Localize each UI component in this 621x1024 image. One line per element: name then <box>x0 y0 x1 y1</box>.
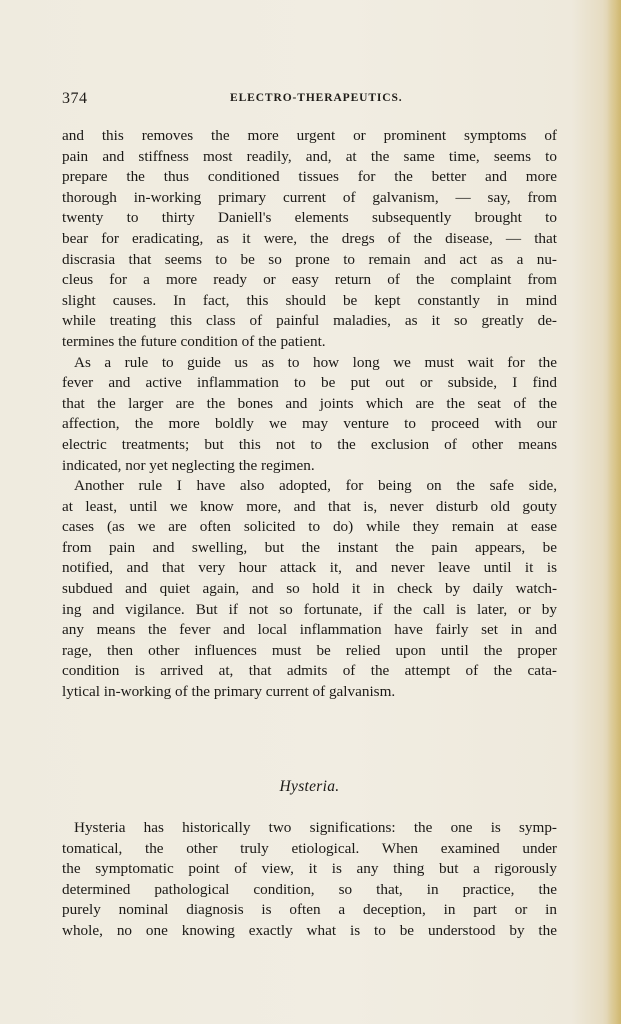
text-line: prepare the thus conditioned tissues for the better and more <box>62 168 557 186</box>
page-edge-shading <box>607 0 621 1024</box>
text-line: at least, until we know more, and that is, never disturb old gouty <box>62 497 557 515</box>
paragraph-1 <box>62 126 557 703</box>
text-line: that the larger are the bones and joints which are the seat of the <box>62 394 557 412</box>
text-line: cases (as we are often solicited to do) while they remain at ease <box>62 518 557 536</box>
text-line: cleus for a more ready or easy return of the complaint from <box>62 271 557 289</box>
text-line: from pain and swelling, but the instant the pain appears, be <box>62 538 557 556</box>
text-line: slight causes. In fact, this should be kept constantly in mind <box>62 291 557 309</box>
text-line: affection, the more boldly we may venture to proceed with our <box>62 415 557 433</box>
text-line: the symptomatic point of view, it is any thing but a rigorously <box>62 860 557 878</box>
text-line: electric treatments; but this not to the exclusion of other means <box>62 435 557 453</box>
text-line: notified, and that very hour attack it, and never leave until it is <box>62 559 557 577</box>
text-line: condition is arrived at, that admits of the attempt of the cata- <box>62 662 557 680</box>
text-line: pain and stiffness most readily, and, at the same time, seems to <box>62 147 557 165</box>
text-line: lytical in-working of the primary current of galvanism. <box>62 683 396 701</box>
text-line: ing and vigilance. But if not so fortunate, if the call is later, or by <box>62 600 557 618</box>
text-line: determined pathological condition, so that, in practice, the <box>62 880 557 898</box>
text-line: Another rule I have also adopted, for being on the safe side, <box>74 477 557 495</box>
section-heading: Hysteria. <box>279 778 340 795</box>
text-line: any means the fever and local inflammation have fairly set in and <box>62 621 557 639</box>
text-line: twenty to thirty Daniell's elements subsequently brought to <box>62 209 557 227</box>
running-head: ELECTRO-THERAPEUTICS. <box>230 92 403 104</box>
text-line: thorough in-working primary current of galvanism, — say, from <box>62 188 557 206</box>
text-line: rage, then other influences must be relied upon until the proper <box>62 641 557 659</box>
text-line: whole, no one knowing exactly what is to be understood by the <box>62 921 557 939</box>
text-line: discrasia that seems to be so prone to remain and act as a nu- <box>62 250 557 268</box>
text-line: tomatical, the other truly etiological. When examined under <box>62 839 557 857</box>
text-line: and this removes the more urgent or prominent symptoms of <box>62 127 557 144</box>
text-line: indicated, nor yet neglecting the regimen. <box>62 456 315 474</box>
text-line: As a rule to guide us as to how long we must wait for the <box>74 353 557 371</box>
text-line: while treating this class of painful maladies, as it so greatly de- <box>62 312 557 330</box>
text-line: bear for eradicating, as it were, the dregs of the disease, — that <box>62 229 557 247</box>
page-number: 374 <box>62 90 88 107</box>
text-line: fever and active inflammation to be put out or subside, I find <box>62 374 557 392</box>
text-line: Hysteria has historically two significations: the one is symp- <box>74 819 557 836</box>
text-line: purely nominal diagnosis is often a deception, in part or in <box>62 901 557 919</box>
text-line: subdued and quiet again, and so hold it in check by daily watch- <box>62 580 557 598</box>
page-header <box>62 90 562 110</box>
text-line: termines the future condition of the patient. <box>62 332 326 350</box>
paragraph-4 <box>62 818 557 942</box>
